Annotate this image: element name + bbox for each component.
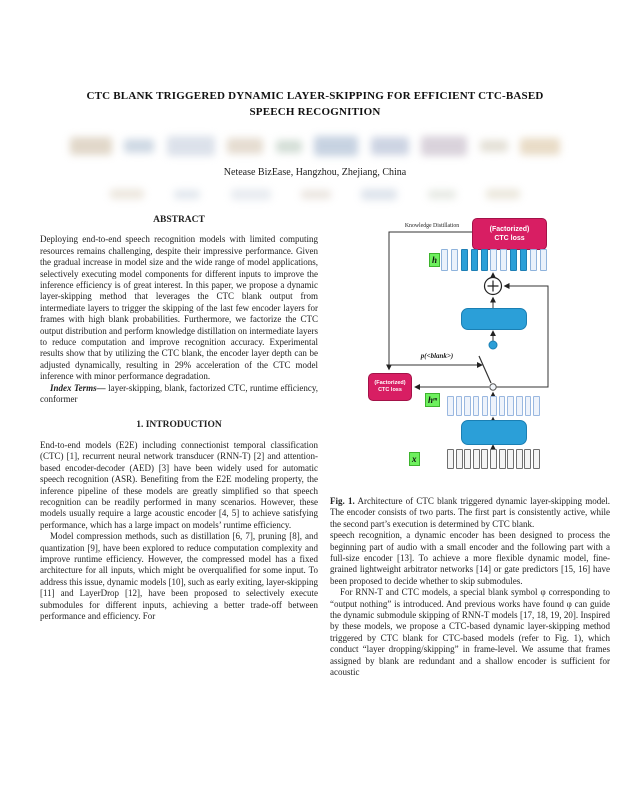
abstract-heading: ABSTRACT	[153, 215, 205, 225]
frame-bar-light	[530, 249, 537, 271]
redacted-author-blob	[301, 190, 331, 199]
redacted-author-blob	[124, 139, 154, 153]
frame-bar-filled	[481, 249, 488, 271]
h-m-label: hᵐ	[425, 393, 440, 407]
right-paragraph-1: speech recognition, a dynamic encoder has been designed to process the beginning part of audio with a small encoder and the following part with a full-size encoder [13]. To achieve a more flexible dynamic model, fine-grained lightweight arbitrator networks [14] or gate predictors [15, 16] have been proposed to decide whether to skip submodules.	[330, 530, 610, 586]
skip-connection-path	[497, 286, 549, 387]
figure-1-caption	[330, 496, 610, 530]
frame-bar-mid	[507, 396, 514, 416]
redacted-author-blob	[486, 189, 520, 199]
output-frames-bars	[441, 249, 547, 271]
switch-junction-node	[490, 384, 496, 390]
frame-bar-plain	[481, 449, 488, 469]
frame-bar-mid	[464, 396, 471, 416]
frame-bar-plain	[447, 449, 454, 469]
frame-bar-mid	[533, 396, 540, 416]
introduction-heading: 1. INTRODUCTION	[136, 419, 222, 430]
factorized-ctc-loss-intermediate-box	[368, 373, 412, 401]
intro-paragraph-2: Model compression methods, such as distillation [6, 7], pruning [8], and quantization [9], have been explored to reduce computation complexity and improve runtime efficiency. However, the compressed model has a fixed architecture for all inputs, which might be overqualified for some input. To address this issue, dynamic models [10], such as early exiting, layer-skipping [11] and LayerDrop [12], have been proposed to selectively execute submodules for different inputs, achieving a better trade-off between performance and efficiency. For	[40, 531, 319, 621]
redacted-authors-row1	[70, 128, 560, 164]
frame-bar-mid	[447, 396, 454, 416]
knowledge-distillation-label: Knowledge Distillation	[404, 223, 460, 229]
figure-caption-text: Architecture of CTC blank triggered dynamic layer-skipping model. The encoder consists of two parts. The first part is consistently active, while the second part’s execution is determined by CTC blank.	[330, 496, 611, 529]
right-column	[330, 215, 610, 679]
frame-bar-mid	[482, 396, 489, 416]
frame-bar-mid	[525, 396, 532, 416]
frame-bar-mid	[516, 396, 523, 416]
frame-bar-plain	[464, 449, 471, 469]
redacted-author-blob	[70, 137, 112, 155]
frame-bar-light	[451, 249, 458, 271]
encoder-part1-block	[461, 420, 527, 445]
frame-bar-plain	[490, 449, 497, 469]
redacted-author-blob	[520, 138, 560, 155]
ctc-loss-top-line1: (Factorized)	[489, 226, 530, 233]
redacted-author-blob	[421, 136, 467, 156]
redacted-author-blob	[314, 136, 358, 156]
figure-caption-tag: Fig. 1.	[330, 496, 355, 506]
frame-bar-plain	[524, 449, 531, 469]
abstract-text: Deploying end-to-end speech recognition models with limited computing resources remains challenging, despite their impressive performance. Given the gradual increase in model size and the wide range of model applications, selectively executing model components for different inputs to improve the inference efficiency is of great interest. In this paper, we propose a dynamic layer-skipping method that leverages the CTC blank output from intermediate layers to trigger the skipping of the last few encoder layers for frames with high blank probabilities. Furthermore, we factorize the CTC output distribution and perform knowledge distillation on intermediate layers to reduce computation and improve recognition accuracy. Experimental results show that by utilizing the CTC blank, the encoder layer depth can be adjusted dynamically, resulting in 29% acceleration of the CTC model inference with minor performance degradation.	[40, 234, 318, 382]
frame-bar-light	[441, 249, 448, 271]
redacted-author-blob	[110, 189, 144, 199]
redacted-author-blob	[480, 140, 508, 152]
frame-bar-mid	[499, 396, 506, 416]
redacted-author-blob	[174, 190, 200, 199]
paper-title-line1: CTC BLANK TRIGGERED DYNAMIC LAYER-SKIPPING FOR EFFICIENT CTC-BASED	[86, 90, 544, 102]
frame-bar-mid	[490, 396, 497, 416]
switch-contact-dot	[489, 341, 497, 349]
index-terms-text: layer-skipping, blank, factorized CTC, runtime efficiency, conformer	[40, 382, 318, 405]
ctc-loss-mid-line1: (Factorized)	[374, 379, 406, 386]
paper-title-line2: SPEECH RECOGNITION	[249, 106, 381, 118]
frame-bar-plain	[507, 449, 514, 469]
x-label: x	[409, 452, 420, 466]
redacted-author-blob	[361, 189, 397, 200]
redacted-author-blob	[227, 138, 263, 154]
frame-bar-plain	[499, 449, 506, 469]
figure-1-architecture-diagram	[330, 215, 610, 490]
intermediate-frames-bars	[447, 396, 540, 416]
encoder-part2-block	[461, 308, 527, 330]
factorized-ctc-loss-top-box	[472, 218, 547, 250]
frame-bar-filled	[461, 249, 468, 271]
redacted-authors-row2	[110, 184, 520, 204]
frame-bar-filled	[471, 249, 478, 271]
h-label: h	[429, 253, 440, 267]
frame-bar-mid	[473, 396, 480, 416]
frame-bar-plain	[516, 449, 523, 469]
redacted-author-blob	[276, 140, 302, 153]
input-frames-bars	[447, 449, 540, 469]
frame-bar-plain	[473, 449, 480, 469]
frame-bar-light	[490, 249, 497, 271]
left-column	[40, 215, 318, 622]
frame-bar-mid	[456, 396, 463, 416]
paper-title	[30, 88, 600, 120]
frame-bar-light	[540, 249, 547, 271]
redacted-author-blob	[428, 190, 456, 199]
intro-paragraph-1: End-to-end models (E2E) including connectionist temporal classification (CTC) [1], recurrent neural network transducer (RNN-T) [2] and attention-based encoder-decoder (AED) [3] have been widely used for automatic speech recognition (ASR). Benefiting from the E2E modeling property, the inference pipeline of these models are greatly simplified so that speech recognition can be readily performed in many scenarios. However, these models usually require a large acoustic encoder [4, 5] to achieve satisfying performance, which has a large impact on models’ runtime efficiency.	[40, 439, 318, 530]
redacted-author-blob	[167, 136, 215, 156]
frame-bar-filled	[510, 249, 517, 271]
frame-bar-filled	[520, 249, 527, 271]
index-terms	[40, 383, 318, 406]
ctc-loss-mid-line2: CTC loss	[378, 387, 402, 393]
frame-bar-plain	[533, 449, 540, 469]
p-blank-label: p(<blank>)	[420, 352, 454, 360]
frame-bar-plain	[456, 449, 463, 469]
ctc-loss-top-line2: CTC loss	[494, 235, 525, 242]
redacted-author-blob	[231, 189, 271, 200]
redacted-author-blob	[371, 137, 409, 155]
right-paragraph-2: For RNN-T and CTC models, a special blank symbol φ corresponding to “output nothing” is introduced. And previous works have found φ can guide the dynamic submodule skipping of RNN-T models [17, 18, 19, 20]. Inspired by these models, we propose a CTC-based dynamic layer-skipping method triggered by CTC blank for CTC-based models (refer to Fig. 1), which conduct “layer dropping/skipping” in frame-level. We assume that frames assigned by blank are redundant and a shallow encoder is sufficient for acoustic	[330, 587, 610, 678]
frame-bar-light	[500, 249, 507, 271]
index-terms-label: Index Terms—	[50, 382, 106, 393]
affiliation: Netease BizEase, Hangzhou, Zhejiang, China	[223, 167, 407, 178]
